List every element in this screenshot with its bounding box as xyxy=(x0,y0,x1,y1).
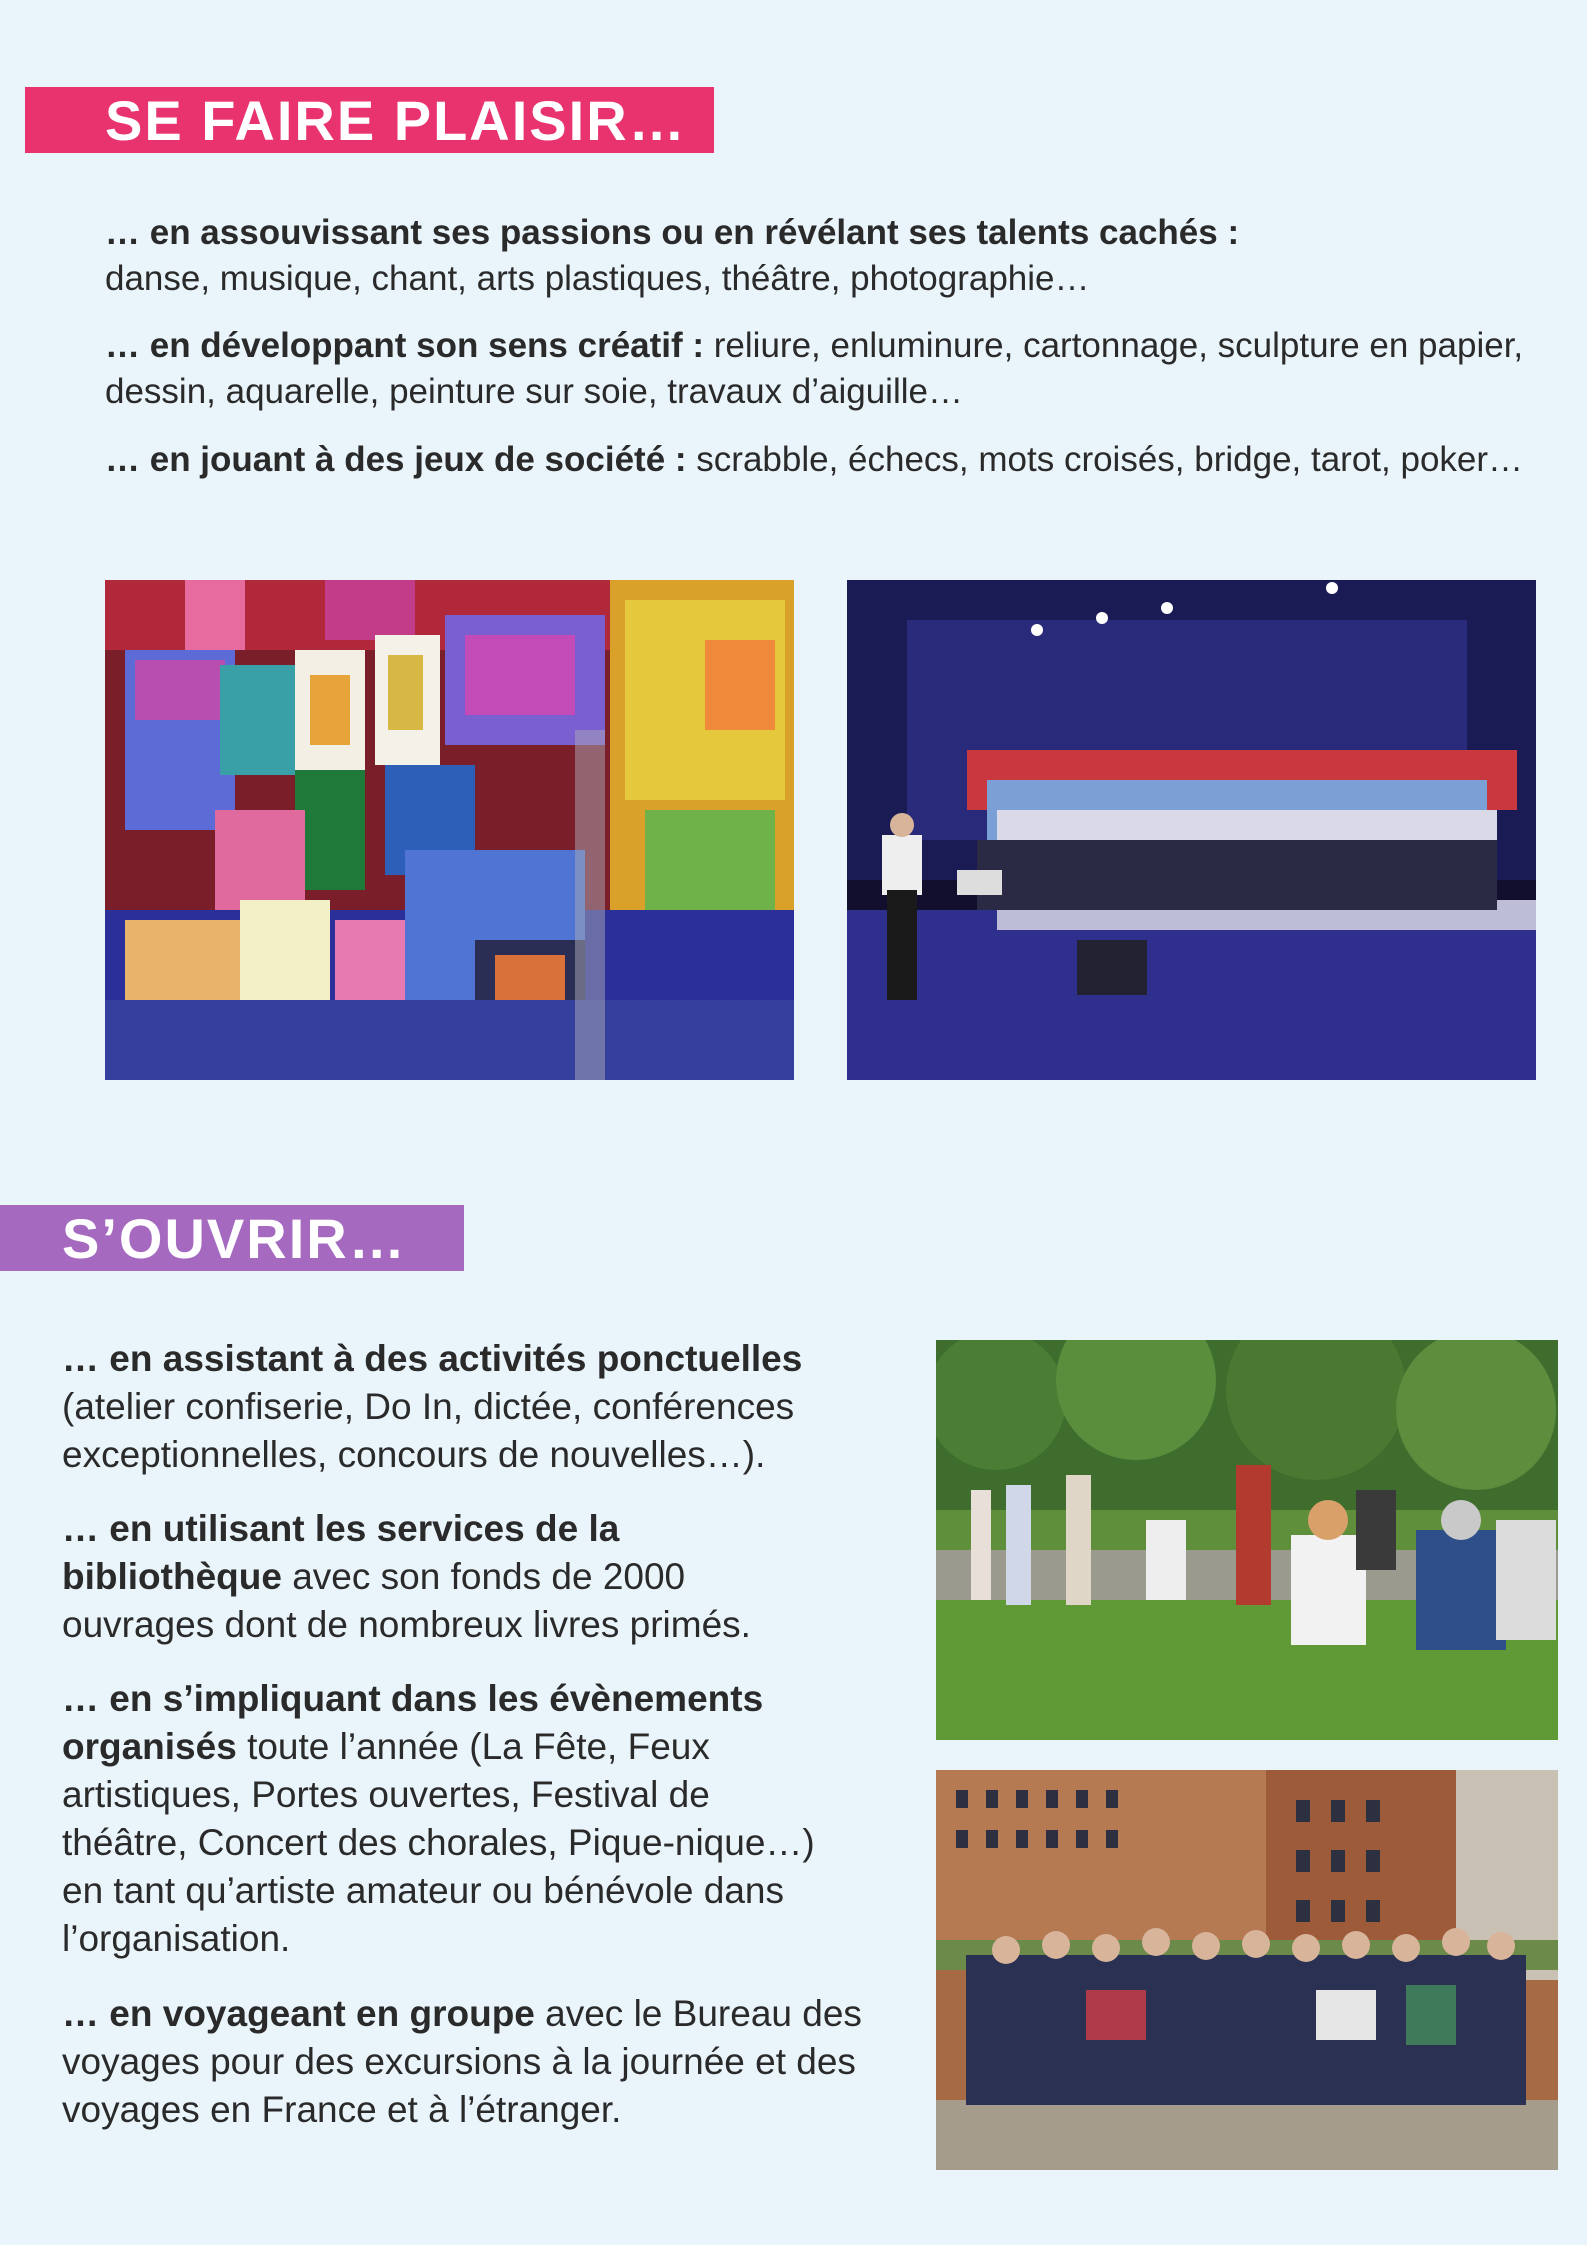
paragraph-text: avec son fonds de 2000 ouvrages dont de nombreux livres primés. xyxy=(62,1556,751,1645)
paragraph-lead: … en assistant à des activités ponctuelles xyxy=(62,1338,803,1379)
paragraph-bibliotheque xyxy=(62,1505,802,1649)
paragraph-voyages xyxy=(62,1990,882,2134)
paragraph-passions xyxy=(105,210,1545,302)
paragraph-lead: … en s’impliquant dans les évènements organisés xyxy=(62,1678,764,1767)
paragraph-lead: … en utilisant les services de la bibliothèque xyxy=(62,1508,620,1597)
paragraph-text: reliure, enluminure, cartonnage, sculpture en papier, dessin, aquarelle, peinture sur soie, travaux d’aiguille… xyxy=(105,326,1524,411)
paragraph-text: avec le Bureau des voyages pour des excursions à la journée et des voyages en France et à l’étranger. xyxy=(62,1993,862,2130)
paragraph-activites xyxy=(62,1335,902,1479)
section-banner-s-ouvrir xyxy=(0,1205,464,1271)
section-title: SE FAIRE PLAISIR… xyxy=(105,88,687,152)
photo-silk-painting-exhibition xyxy=(105,580,794,1080)
paragraph-text: (atelier confiserie, Do In, dictée, conférences exceptionnelles, concours de nouvelles…). xyxy=(62,1386,795,1475)
paragraph-lead: … en voyageant en groupe xyxy=(62,1993,535,2034)
section-banner-se-faire-plaisir xyxy=(25,87,714,153)
paragraph-jeux xyxy=(105,437,1545,483)
photo-group-travel xyxy=(936,1770,1558,2170)
paragraph-creatif xyxy=(105,323,1545,415)
photo-park-picnic xyxy=(936,1340,1558,1740)
paragraph-text: toute l’année (La Fête, Feux artistiques, Portes ouvertes, Festival de théâtre, Concert des chorales, Pique-nique…) en tant qu’artiste amateur ou bénévole dans l’organisation. xyxy=(62,1726,815,1959)
paragraph-lead: … en assouvissant ses passions ou en révélant ses talents cachés : xyxy=(105,213,1240,252)
paragraph-text: danse, musique, chant, arts plastiques, théâtre, photographie… xyxy=(105,259,1090,298)
paragraph-lead: … en jouant à des jeux de société : xyxy=(105,440,687,479)
paragraph-text: scrabble, échecs, mots croisés, bridge, tarot, poker… xyxy=(686,440,1524,479)
paragraph-lead: … en développant son sens créatif : xyxy=(105,326,705,365)
photo-choir-concert xyxy=(847,580,1536,1080)
paragraph-evenements xyxy=(62,1675,842,1963)
section-title: S’OUVRIR… xyxy=(62,1206,407,1270)
